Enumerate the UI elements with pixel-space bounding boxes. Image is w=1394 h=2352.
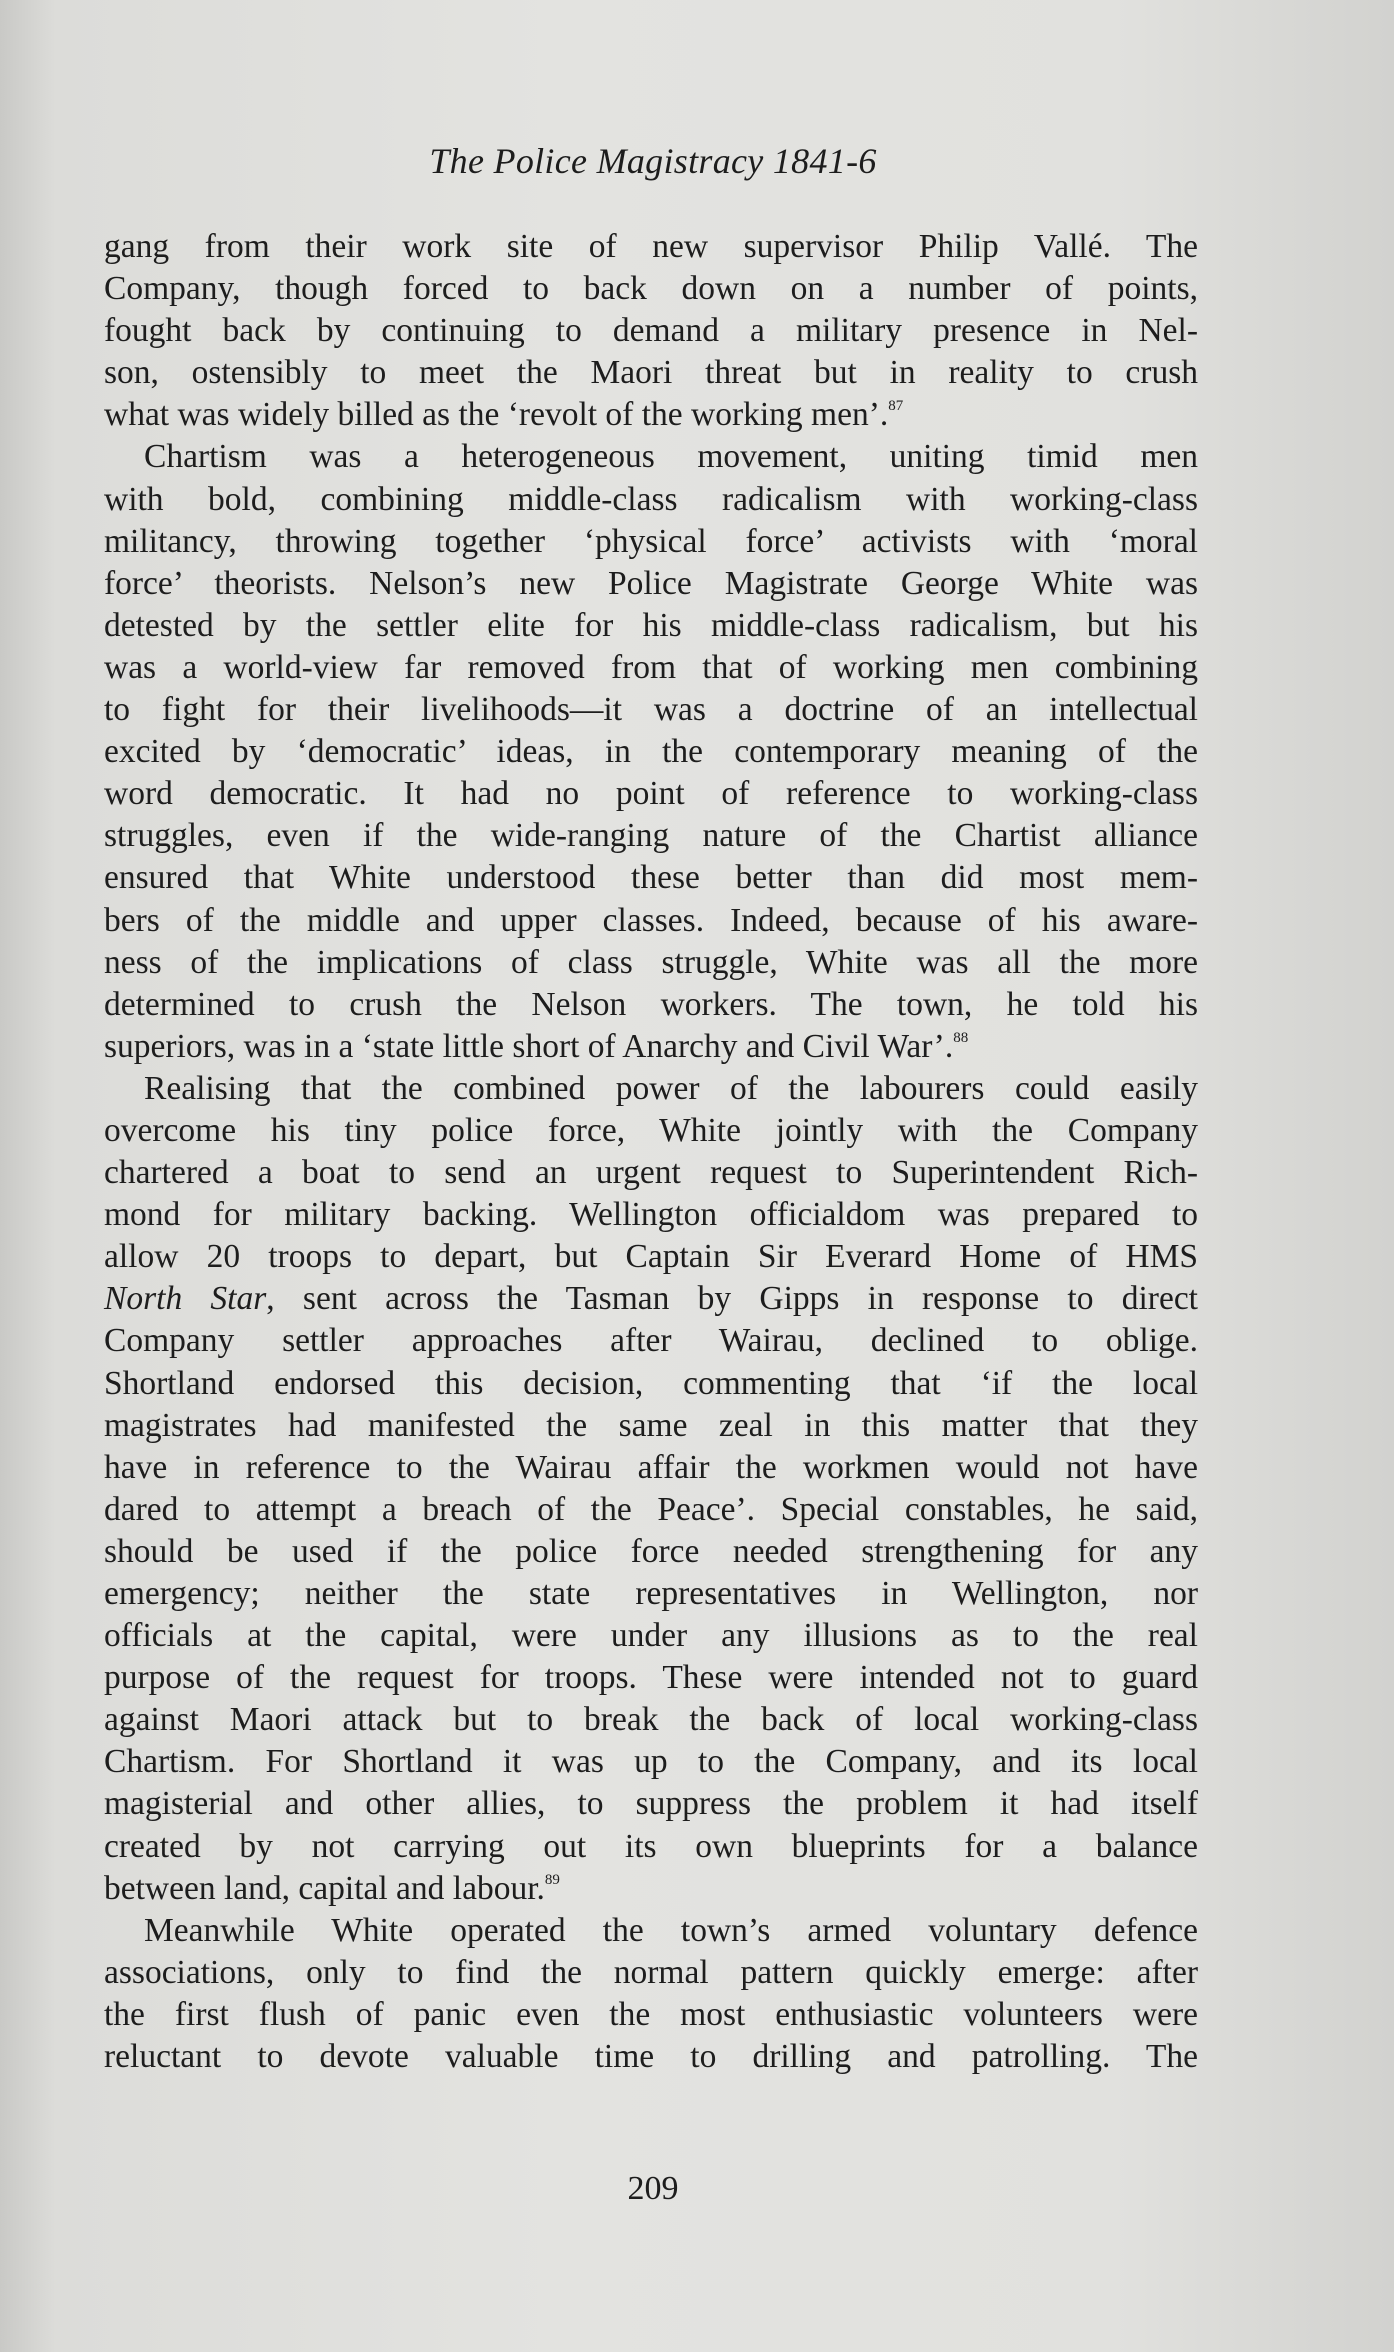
text-line [104,1868,1198,1910]
text-line: associations, only to find the normal pattern quickly emerge: after [104,1953,1198,1991]
text-line: determined to crush the Nelson workers. The town, he told his [104,985,1198,1023]
text-line: struggles, even if the wide-ranging nature of the Chartist alliance [104,817,1198,855]
text-line: to fight for their livelihoods—it was a doctrine of an intellectual [104,691,1198,729]
text-line: magisterial and other allies, to suppress the problem it had itself [104,1785,1198,1823]
text-line: magistrates had manifested the same zeal in this matter that they [104,1406,1198,1444]
line-text: what was widely billed as the ‘revolt of the working men’. [104,396,889,434]
text-line: detested by the settler elite for his middle-class radicalism, but his [104,606,1198,644]
text-line: allow 20 troops to depart, but Captain Sir Everard Home of HMS [104,1238,1198,1276]
text-line: should be used if the police force needed strengthening for any [104,1532,1198,1570]
line-text: between land, capital and labour. [104,1869,545,1907]
line-text: superiors, was in a ‘state little short of Anarchy and Civil War’. [104,1027,954,1065]
text-line: overcome his tiny police force, White jointly with the Company [104,1111,1198,1149]
text-line: Meanwhile White operated the town’s armed voluntary defence [144,1911,1198,1949]
text-line: chartered a boat to send an urgent request to Superintendent Rich- [104,1154,1198,1192]
paragraph [104,436,1198,1067]
text-line: dared to attempt a breach of the Peace’. Special constables, he said, [104,1490,1198,1528]
text-line: force’ theorists. Nelson’s new Police Magistrate George White was [104,564,1198,602]
text-line: excited by ‘democratic’ ideas, in the contemporary meaning of the [104,733,1198,771]
body-text [104,226,1198,2078]
text-line: officials at the capital, were under any illusions as to the real [104,1617,1198,1655]
footnote-ref: 89 [544,1871,560,1888]
text-line: mond for military backing. Wellington officialdom was prepared to [104,1196,1198,1234]
text-line: ensured that White understood these better than did most mem- [104,859,1198,897]
page-number: 209 [627,2170,679,2207]
text-line: the first flush of panic even the most enthusiastic volunteers were [104,1995,1198,2033]
text-line: son, ostensibly to meet the Maori threat but in reality to crush [104,354,1198,392]
footnote-ref: 88 [953,1029,969,1046]
text-line [104,1278,1198,1320]
footnote-ref: 87 [888,398,904,415]
paragraph [104,226,1198,436]
text-line: have in reference to the Wairau affair the workmen would not have [104,1448,1198,1486]
text-line: Company settler approaches after Wairau, declined to oblige. [104,1322,1198,1360]
text-line: Company, though forced to back down on a number of points, [104,270,1198,308]
paragraph [104,1068,1198,1910]
text-line: ness of the implications of class struggle, White was all the more [104,943,1198,981]
text-line: bers of the middle and upper classes. Indeed, because of his aware- [104,901,1198,939]
text-line: word democratic. It had no point of reference to working-class [104,775,1198,813]
text-line: Realising that the combined power of the labourers could easily [144,1069,1198,1107]
text-line: against Maori attack but to break the back of local working-class [104,1701,1198,1739]
text-line: Shortland endorsed this decision, commenting that ‘if the local [104,1364,1198,1402]
text-line: with bold, combining middle-class radicalism with working-class [104,480,1198,518]
text-line: Chartism was a heterogeneous movement, uniting timid men [144,438,1198,476]
line-text: , sent across the Tasman by Gipps in response to direct [266,1280,1198,1318]
text-line: militancy, throwing together ‘physical force’ activists with ‘moral [104,522,1198,560]
text-line: created by not carrying out its own blueprints for a balance [104,1827,1198,1865]
text-line: emergency; neither the state representatives in Wellington, nor [104,1575,1198,1612]
text-line: gang from their work site of new supervisor Philip Vallé. The [104,228,1198,265]
text-line: reluctant to devote valuable time to drilling and patrolling. The [104,2038,1198,2076]
paragraph [104,1910,1198,2078]
text-line: Chartism. For Shortland it was up to the Company, and its local [104,1743,1198,1781]
text-line [104,1026,1198,1068]
text-line: purpose of the request for troops. These were intended not to guard [104,1659,1198,1697]
running-head: The Police Magistracy 1841-6 [429,141,877,181]
text-line [104,394,1198,436]
text-line: was a world-view far removed from that of working men combining [104,648,1198,686]
text-line: fought back by continuing to demand a military presence in Nel- [104,312,1198,350]
ship-name: North Star [104,1280,267,1318]
